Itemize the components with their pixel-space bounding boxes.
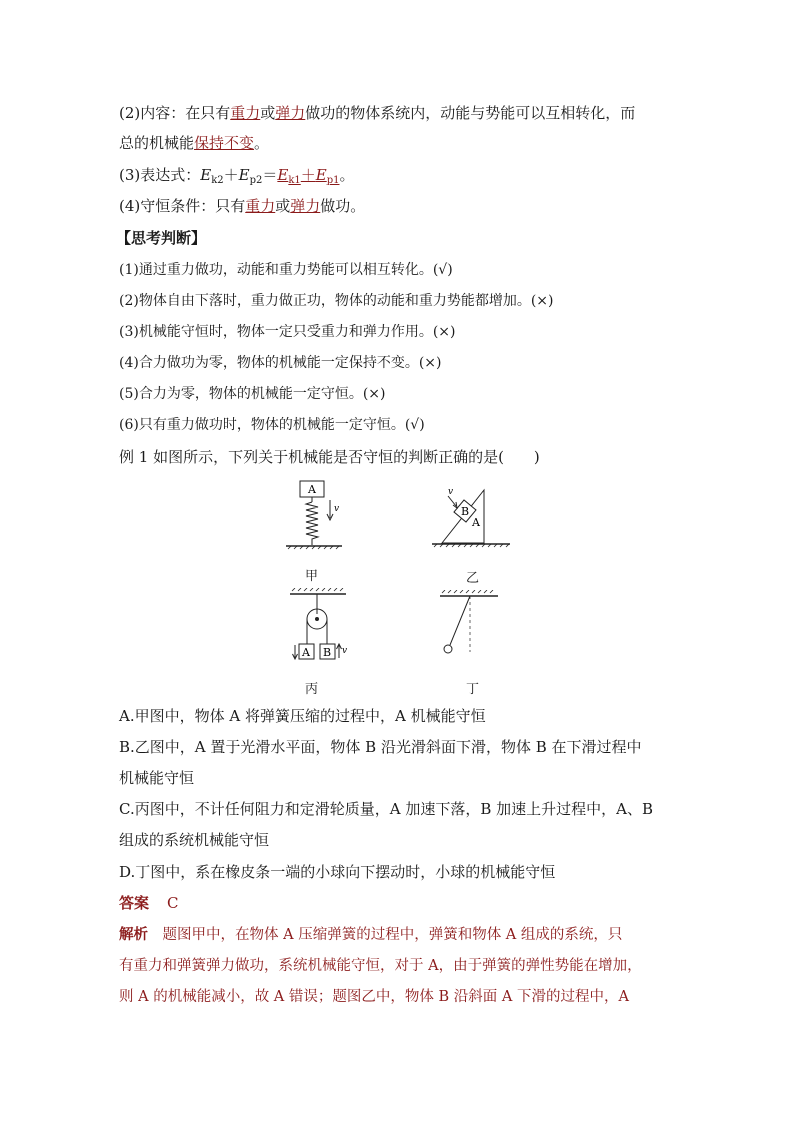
text: 或 <box>260 104 276 122</box>
text: 总的机械能 <box>119 134 195 152</box>
expression-line <box>119 165 355 191</box>
answer-line <box>119 893 179 913</box>
label-b: B <box>461 505 470 518</box>
label-v: v <box>342 646 348 656</box>
text: 做功的物体系统内，动能与势能可以互相转化，而 <box>305 104 636 122</box>
blank-elastic: 弹力 <box>275 104 306 122</box>
option-a: A.甲图中，物体 A 将弹簧压缩的过程中，A 机械能守恒 <box>119 707 486 725</box>
judgment-item-4: (4)合力做功为零，物体的机械能一定保持不变。(×) <box>119 355 442 371</box>
judgment-item-3: (3)机械能守恒时，物体一定只受重力和弹力作用。(×) <box>119 324 456 340</box>
caption-jia: 甲 <box>305 569 319 584</box>
blank-operator: ＋ <box>300 166 316 184</box>
analysis-line-2: 有重力和弹簧弹力做功，系统机械能守恒，对于 A，由于弹簧的弹性势能在增加， <box>119 958 642 974</box>
label-v: v <box>334 504 340 514</box>
text: 。 <box>339 166 355 184</box>
blank-subscript: p1 <box>326 175 340 186</box>
option-c-cont: 组成的系统机械能守恒 <box>119 831 270 849</box>
text: (3)表达式： <box>119 166 201 184</box>
option-b: B.乙图中，A 置于光滑水平面，物体 B 沿光滑斜面下滑，物体 B 在下滑过程中 <box>119 738 642 756</box>
operator: ＋ <box>223 166 239 184</box>
example-question: 例 1 如图所示，下列关于机械能是否守恒的判断正确的是( ) <box>119 448 540 466</box>
option-d: D.丁图中，系在橡皮条一端的小球向下摆动时，小球的机械能守恒 <box>119 863 556 881</box>
analysis-line-1 <box>119 925 622 945</box>
blank-subscript: k1 <box>288 175 301 186</box>
symbol: E <box>238 166 250 184</box>
blank-symbol: E <box>277 166 289 184</box>
judgment-item-6: (6)只有重力做功时，物体的机械能一定守恒。(√) <box>119 417 425 433</box>
judgment-item-2: (2)物体自由下落时，重力做正功，物体的动能和重力势能都增加。(×) <box>119 293 554 309</box>
label-v: v <box>448 487 454 497</box>
blank-elastic: 弹力 <box>290 197 321 215</box>
blank-gravity: 重力 <box>245 197 276 215</box>
label-a: A <box>302 646 310 659</box>
figure-ding-pendulum <box>436 590 502 656</box>
option-c: C.丙图中，不计任何阻力和定滑轮质量，A 加速下落，B 加速上升过程中，A、B <box>119 800 653 818</box>
judgment-item-5: (5)合力为零，物体的机械能一定守恒。(×) <box>119 386 386 402</box>
text: 。 <box>254 134 270 152</box>
spring <box>306 502 318 545</box>
analysis-text: 题图甲中，在物体 A 压缩弹簧的过程中，弹簧和物体 A 组成的系统，只 <box>148 927 623 943</box>
rubber-band <box>450 596 470 645</box>
text: 或 <box>275 197 291 215</box>
caption-bing: 丙 <box>305 682 319 697</box>
subscript: p2 <box>249 175 263 186</box>
blank-keep-constant: 保持不变 <box>194 134 255 152</box>
label-a: A <box>472 516 480 529</box>
label-b: B <box>323 646 332 659</box>
option-b-cont: 机械能守恒 <box>119 769 195 787</box>
blank-symbol: E <box>315 166 327 184</box>
judgment-item-1: (1)通过重力做功，动能和重力势能可以相互转化。(√) <box>119 262 453 278</box>
symbol: E <box>200 166 212 184</box>
figure-jia-spring <box>280 478 350 550</box>
content-paragraph-2-cont <box>119 133 269 153</box>
operator: ＝ <box>262 166 278 184</box>
think-judgment-heading: 【思考判断】 <box>116 229 207 247</box>
conservation-condition <box>119 196 365 216</box>
blank-gravity: 重力 <box>230 104 261 122</box>
text: 做功。 <box>320 197 366 215</box>
analysis-line-3: 则 A 的机械能减小，故 A 错误；题图乙中，物体 B 沿斜面 A 下滑的过程中，A <box>119 989 629 1005</box>
answer-label: 答案 <box>119 894 150 912</box>
label-a: A <box>308 483 316 496</box>
text: (2)内容：在只有 <box>119 104 231 122</box>
content-paragraph-2 <box>119 103 635 123</box>
figure-yi-incline <box>428 482 514 548</box>
figure-bing-pulley <box>286 588 352 664</box>
ball <box>444 645 452 653</box>
answer-value: C <box>167 894 179 912</box>
caption-yi: 乙 <box>466 571 480 586</box>
subscript: k2 <box>211 175 224 186</box>
caption-ding: 丁 <box>466 682 480 697</box>
text: (4)守恒条件：只有 <box>119 197 246 215</box>
analysis-label: 解析 <box>119 926 148 943</box>
velocity-arrow <box>448 496 456 506</box>
